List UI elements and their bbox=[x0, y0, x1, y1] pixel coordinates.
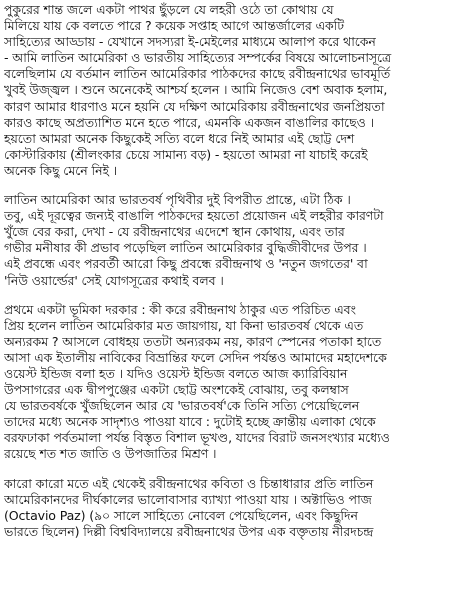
text-line: কারও কাছে অপ্রত্যাশিত মনে হতে পারে, এমনকি একজন বাঙালির কাছেও । bbox=[4, 114, 374, 130]
text-line: অনেক কিছু মেনে নিই । bbox=[4, 162, 118, 178]
text-line: তবু, এই দূরত্বের জন্যই বাঙালি পাঠকদের হয়তো প্রয়োজন এই লহরীর কারণটা bbox=[4, 208, 384, 224]
text-line: - আমি লাতিন আমেরিকা ও ভারতীয় সাহিত্যের সম্পর্কের বিষয়ে আলোচনাসূত্রে bbox=[4, 50, 392, 66]
text-line: খুবই উজ্জ্বল । শুনে অনেকেই আশ্চর্য হলেন । আমি নিজেও বেশ অবাক হলাম, bbox=[4, 82, 388, 98]
text-line: কারো কারো মতে এই থেকেই রবীন্দ্রনাথের কবিতা ও চিন্তাধারার প্রতি লাতিন bbox=[4, 475, 374, 491]
text-line: বলেছিলাম যে বর্তমান লাতিন আমেরিকার পাঠকদের কাছে রবীন্দ্রনাথের ভাবমূর্তি bbox=[4, 66, 391, 82]
text-line: কারণ আমার ধারণাও মনে হয়নি যে দক্ষিণ আমেরিকায় রবীন্দ্রনাথের জনপ্রিয়তা bbox=[4, 98, 385, 114]
paragraph-3 bbox=[4, 302, 450, 463]
text-line: আমেরিকানদের দীর্ঘকালের ভালোবাসার ব্যাখ্যা পাওয়া যায় । অক্টাভিও পাজ bbox=[4, 491, 372, 507]
text-line: ওয়েস্ট ইন্ডিজ বলা হত । যদিও ওয়েস্ট ইন্ডিজ বলতে আজ ক্যারিবিয়ান bbox=[4, 365, 348, 381]
text-line: রয়েছে শত শত জাতি ও উপজাতির মিশ্রণ । bbox=[4, 446, 217, 462]
text-line: মিলিয়ে যায় কে বলতে পারে ? কয়েক সপ্তাহ আগে আন্তর্জালের একটি bbox=[4, 18, 344, 34]
paragraph-1 bbox=[4, 2, 450, 179]
text-line: গভীর মনীষার কী প্রভাব পড়েছিল লাতিন আমেরিকার বুদ্ধিজীবীদের উপর । bbox=[4, 240, 367, 256]
text-line: ভারতে ছিলেন) দিল্লী বিশ্ববিদ্যালয়ে রবীন্দ্রনাথের উপর এক বক্তৃতায় নীরদচন্দ্র bbox=[4, 523, 374, 539]
text-line: হয়তো আমরা অনেক কিছুকেই সত্যি বলে ধরে নিই আমার এই ছোট্ট দেশ bbox=[4, 130, 355, 146]
text-line: 'নিউ ওয়ার্ল্ডের' সেই যোগসূত্রের কথাই বলব । bbox=[4, 272, 224, 288]
text-line: এই প্রবন্ধে এবং পরবর্তী আরো কিছু প্রবন্ধে রবীন্দ্রনাথ ও 'নতুন জগতের' বা bbox=[4, 256, 368, 272]
text-line: বরফঢাকা পর্বতমালা পর্যন্ত বিস্তৃত বিশাল ভূখণ্ড, যাদের বিরাট জনসংখ্যার মধ্যেও bbox=[4, 430, 390, 446]
text-line: তাদের মধ্যে অনেক সাদৃশ্যও পাওয়া যাবে : দুটোই হচ্ছে ক্রান্তীয় এলাকা থেকে bbox=[4, 414, 376, 430]
text-line: অন্যরকম ? আসলে বোধহয় ততটা অন্যরকম নয়, কারণ স্পেনের পতাকা হাতে bbox=[4, 333, 382, 349]
paragraph-4 bbox=[4, 476, 450, 540]
text-line: কোস্টারিকায় (শ্রীলংকার চেয়ে সামান্য বড়) - হয়তো আমরা না যাচাই করেই bbox=[4, 146, 368, 162]
text-line: (Octavio Paz) (৯০ সালে সাহিত্যে নোবেল পেয়েছিলেন, এবং কিছুদিন bbox=[4, 507, 358, 523]
text-line: প্রিয় হলেন লাতিন আমেরিকার মত জায়গায়, যা কিনা ভারতবর্ষ থেকে এত bbox=[4, 317, 364, 333]
text-line: যে ভারতবর্ষকে খুঁজছিলেন আর যে 'ভারতবর্ষ'কে তিনি সত্যি পেয়েছিলেন bbox=[4, 398, 360, 414]
text-line: লাতিন আমেরিকা আর ভারতবর্ষ পৃথিবীর দুই বিপরীত প্রান্তে, এটা ঠিক । bbox=[4, 192, 351, 208]
text-line: খুঁজে বের করা, দেখা - যে রবীন্দ্রনাথের এদেশে স্থান কোথায়, এবং তার bbox=[4, 224, 345, 240]
text-line: পুকুরের শান্ত জলে একটা পাথর ছুঁড়লে যে লহরী ওঠে তা কোথায় যে bbox=[4, 2, 334, 17]
text-line: সাহিত্যের আড্ডায় - যেখানে সদস্যরা ই-মেইলের মাধ্যমে আলাপ করে থাকেন bbox=[4, 34, 376, 50]
text-line: প্রথমে একটা ভূমিকা দরকার : কী করে রবীন্দ্রনাথ ঠাকুর এত পরিচিত এবং bbox=[4, 301, 356, 317]
text-line: উপসাগরের এক দ্বীপপুঞ্জের একটা ছোট্ট অংশকেই বোঝায়, তবু কলম্বাস bbox=[4, 382, 349, 398]
paragraph-2 bbox=[4, 192, 450, 289]
text-line: আসা এক ইতালীয় নাবিকের বিভ্রান্তির ফলে সেদিন পর্যন্তও আমাদের মহাদেশকে bbox=[4, 349, 387, 365]
